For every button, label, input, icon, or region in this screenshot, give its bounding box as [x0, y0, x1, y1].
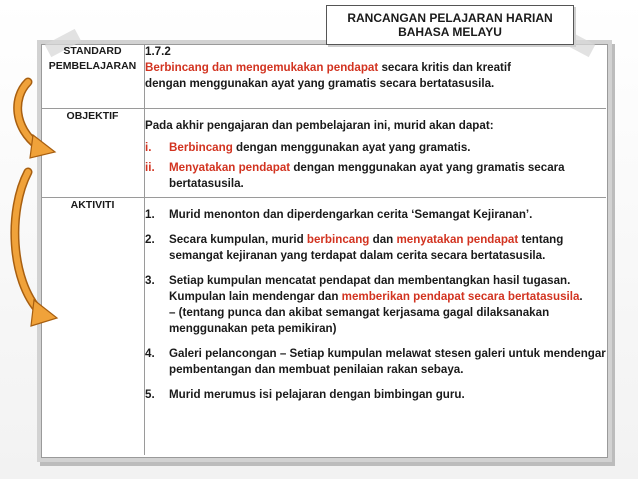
aktiviti-item-1	[145, 207, 606, 223]
objektif-item-i-rest: dengan menggunakan ayat yang gramatis.	[232, 140, 471, 154]
label-standard-line2: PEMBELAJARAN	[48, 60, 137, 72]
aktiviti-item-3-key: memberikan pendapat secara bertatasusila	[341, 289, 580, 303]
aktiviti-item-4	[145, 346, 606, 378]
aktiviti-item-2-num: 2.	[145, 232, 155, 246]
label-aktiviti: AKTIVITI	[41, 197, 145, 455]
plan-title-box	[326, 5, 574, 45]
aktiviti-item-5-text: Murid merumus isi pelajaran dengan bimbingan guru.	[169, 387, 465, 401]
aktiviti-item-2-p3: tentang semangat kejiranan yang terdapat dalam cerita secara bertatasusila.	[169, 232, 564, 262]
aktiviti-item-3-num: 3.	[145, 273, 155, 287]
aktiviti-item-5-num: 5.	[145, 387, 155, 401]
content-aktiviti	[145, 197, 607, 455]
row-objektif	[41, 108, 606, 197]
objektif-item-i	[145, 140, 606, 156]
aktiviti-item-1-text: Murid menonton dan diperdengarkan cerita ‘Semangat Kejiranan’.	[169, 207, 533, 221]
plan-title-line2: BAHASA MELAYU	[398, 25, 502, 39]
standard-line1-rest: secara kritis dan kreatif	[378, 61, 511, 74]
content-objektif	[145, 108, 607, 197]
aktiviti-item-3	[145, 273, 606, 337]
row-standard	[41, 44, 606, 108]
aktiviti-item-3-p2: .	[579, 289, 583, 303]
lesson-plan-table	[41, 44, 606, 455]
aktiviti-item-2-p2: dan	[369, 232, 397, 246]
label-objektif: OBJEKTIF	[41, 108, 145, 197]
aktiviti-item-2-key1: berbincang	[306, 232, 370, 246]
aktiviti-item-2-p1: Secara kumpulan, murid	[169, 232, 307, 246]
objektif-item-ii-num: ii.	[145, 160, 155, 174]
plan-title-line1: RANCANGAN PELAJARAN HARIAN	[347, 11, 553, 25]
standard-line1	[145, 60, 606, 76]
aktiviti-item-2-key2: menyatakan pendapat	[396, 232, 519, 246]
aktiviti-item-1-num: 1.	[145, 207, 155, 221]
objektif-item-ii	[145, 160, 606, 192]
standard-code: 1.7.2	[145, 45, 171, 58]
objektif-item-ii-key: Menyatakan pendapat	[169, 160, 291, 174]
aktiviti-item-4-num: 4.	[145, 346, 155, 360]
objektif-item-i-key: Berbincang	[169, 140, 233, 154]
label-standard-line1: STANDARD	[63, 45, 122, 57]
objektif-item-i-num: i.	[145, 140, 152, 154]
objektif-intro: Pada akhir pengajaran dan pembelajaran ini, murid akan dapat:	[145, 118, 494, 132]
aktiviti-item-5	[145, 387, 606, 403]
standard-keyphrase: Berbincang dan mengemukakan pendapat	[145, 61, 379, 74]
standard-line2: dengan menggunakan ayat yang gramatis secara bertatasusila.	[145, 77, 495, 90]
label-standard	[41, 44, 145, 108]
aktiviti-item-3-p1: Setiap kumpulan mencatat pendapat dan membentangkan hasil tugasan. Kumpulan lain mendengar dan	[169, 273, 571, 303]
aktiviti-item-2	[145, 232, 606, 264]
objektif-item-ii-rest: dengan menggunakan ayat yang gramatis secara bertatasusila.	[169, 160, 565, 190]
row-aktiviti	[41, 197, 606, 455]
aktiviti-item-3-note: – (tentang punca dan akibat semangat kerjasama gagal dilaksanakan menggunakan peta pemikiran)	[169, 305, 550, 335]
content-standard	[145, 44, 607, 108]
aktiviti-item-4-text: Galeri pelancongan – Setiap kumpulan melawat stesen galeri untuk mendengar pembentangan dan membuat penilaian rakan sebaya.	[169, 346, 606, 376]
